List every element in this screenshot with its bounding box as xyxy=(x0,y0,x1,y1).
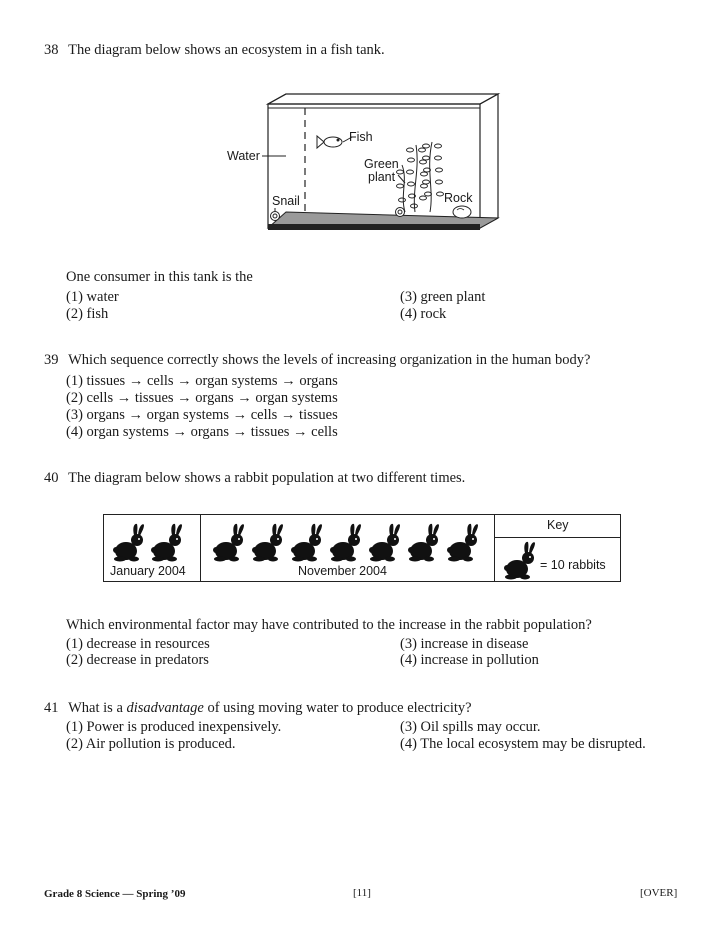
q40-number: 40 xyxy=(44,470,59,486)
fish-tank-diagram xyxy=(0,0,728,250)
key-rabbit-icon xyxy=(503,541,537,586)
q41-option-2[interactable]: (2) Air pollution is produced. xyxy=(66,736,236,752)
key-title: Key xyxy=(547,518,569,532)
fish-icon xyxy=(317,136,342,148)
fish-label: Fish xyxy=(349,130,373,144)
november-rabbit-icon xyxy=(290,523,324,563)
snail-label: Snail xyxy=(272,194,300,208)
q38-prompt: One consumer in this tank is the xyxy=(66,269,253,285)
november-rabbit-icon xyxy=(407,523,441,563)
november-rabbit-icon xyxy=(251,523,285,563)
q38-option-1[interactable]: (1) water xyxy=(66,289,119,305)
footer-over: [OVER] xyxy=(640,887,678,899)
q39-option-1[interactable]: (1) tissues → cells → organ systems → organs xyxy=(66,373,338,389)
november-rabbits xyxy=(212,523,492,565)
rabbit-key xyxy=(494,514,621,582)
q40-option-1[interactable]: (1) decrease in resources xyxy=(66,636,210,652)
january-rabbit-icon xyxy=(112,523,146,563)
q38-stem: The diagram below shows an ecosystem in a fish tank. xyxy=(68,42,385,58)
tank-top xyxy=(268,94,498,104)
footer-page-number: [11] xyxy=(353,887,371,899)
water-label: Water xyxy=(227,149,260,163)
q41-stem-post: of using moving water to produce electricity? xyxy=(203,700,472,716)
january-label: January 2004 xyxy=(110,564,186,578)
rock-icon xyxy=(453,206,471,218)
key-value: = 10 rabbits xyxy=(540,558,606,572)
q41-option-3[interactable]: (3) Oil spills may occur. xyxy=(400,719,541,735)
q38-number: 38 xyxy=(44,42,59,58)
green-plant-icon xyxy=(397,142,444,212)
q41-number: 41 xyxy=(44,700,59,716)
q39-option-4[interactable]: (4) organ systems → organs → tissues → cells xyxy=(66,424,338,440)
november-label: November 2004 xyxy=(298,564,387,578)
q38-option-4[interactable]: (4) rock xyxy=(400,306,447,322)
q38-option-3[interactable]: (3) green plant xyxy=(400,289,486,305)
january-rabbit-icon xyxy=(150,523,184,563)
q39-option-2[interactable]: (2) cells → tissues → organs → organ systems xyxy=(66,390,338,406)
q41-option-1[interactable]: (1) Power is produced inexpensively. xyxy=(66,719,282,735)
q40-text xyxy=(44,469,465,487)
q39-stem: Which sequence correctly shows the levels of increasing organization in the human body? xyxy=(68,352,591,368)
q39-number: 39 xyxy=(44,352,59,368)
green-plant-label-1: Green xyxy=(364,157,399,171)
november-rabbit-icon xyxy=(329,523,363,563)
q40-stem: The diagram below shows a rabbit population at two different times. xyxy=(68,470,466,486)
q41-text xyxy=(44,699,472,717)
q40-prompt: Which environmental factor may have contributed to the increase in the rabbit population? xyxy=(66,617,592,633)
november-rabbit-icon xyxy=(446,523,480,563)
q41-stem-emphasis: disadvantage xyxy=(126,700,204,716)
q40-option-3[interactable]: (3) increase in disease xyxy=(400,636,529,652)
january-rabbits xyxy=(112,523,196,565)
november-rabbit-icon xyxy=(212,523,246,563)
rabbit-population-chart xyxy=(103,514,495,582)
rock-label: Rock xyxy=(444,191,473,205)
q38-option-2[interactable]: (2) fish xyxy=(66,306,109,322)
q39-option-3[interactable]: (3) organs → organ systems → cells → tissues xyxy=(66,407,338,423)
q41-stem-pre: What is a xyxy=(68,700,127,716)
footer-exam-title: Grade 8 Science — Spring ’09 xyxy=(44,888,186,900)
q41-option-4[interactable]: (4) The local ecosystem may be disrupted. xyxy=(400,736,646,752)
green-plant-label-2: plant xyxy=(368,170,396,184)
q40-option-4[interactable]: (4) increase in pollution xyxy=(400,652,539,668)
q39-text xyxy=(44,351,591,369)
q40-option-2[interactable]: (2) decrease in predators xyxy=(66,652,209,668)
november-rabbit-icon xyxy=(368,523,402,563)
